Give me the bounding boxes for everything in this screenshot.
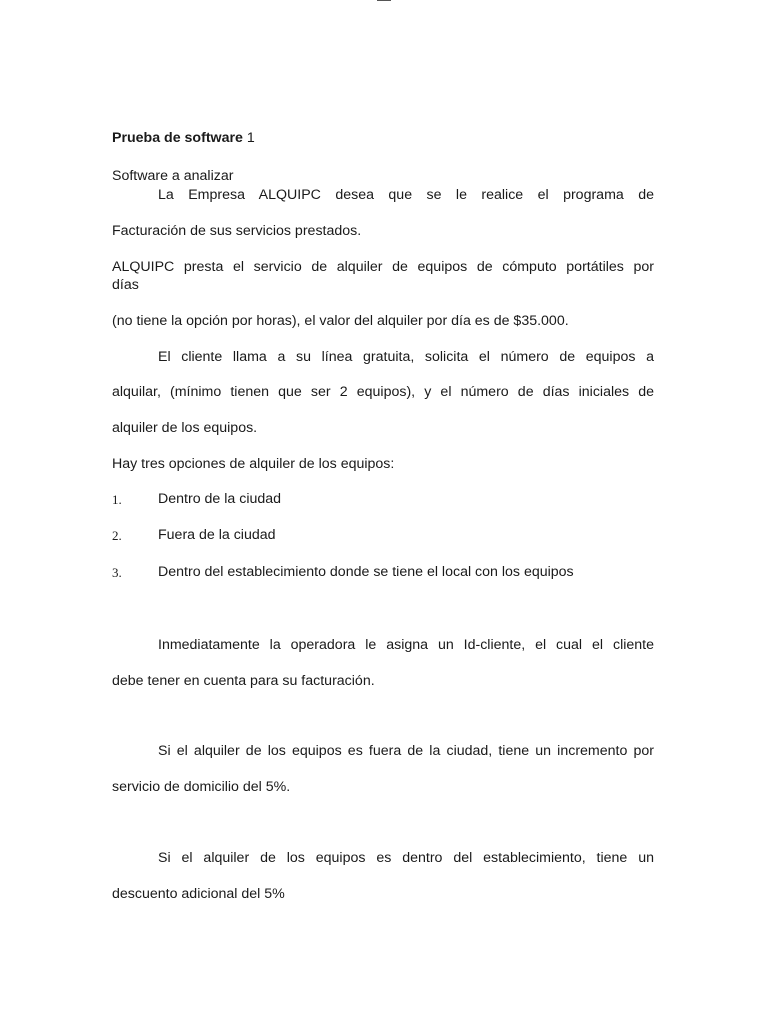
paragraph-6-line-1: Inmediatamente la operadora le asigna un Id-cliente, el cual el cliente [158, 637, 654, 653]
title-number: 1 [246, 130, 255, 146]
paragraph-4-line-1: El cliente llama a su línea gratuita, solicita el número de equipos a [158, 349, 654, 365]
paragraph-2-line-1: ALQUIPC presta el servicio de alquiler de equipos de cómputo portátiles por [112, 259, 654, 275]
document-title [112, 130, 654, 147]
top-page-mark [377, 0, 391, 1]
list-item-text: Dentro del establecimiento donde se tiene el local con los equipos [158, 564, 574, 580]
paragraph-7-line-2: servicio de domicilio del 5%. [112, 779, 291, 795]
list-item-number: 2. [112, 528, 122, 543]
list-item-number: 1. [112, 492, 122, 507]
list-item-text: Dentro de la ciudad [158, 491, 282, 507]
paragraph-8-line-2: descuento adicional del 5% [112, 886, 285, 902]
paragraph-2-line-2: días [112, 277, 139, 293]
paragraph-7-line-1: Si el alquiler de los equipos es fuera de la ciudad, tiene un incremento por [158, 743, 654, 759]
paragraph-4-line-2: alquilar, (mínimo tienen que ser 2 equipos), y el número de días iniciales de [112, 384, 654, 400]
paragraph-4-line-3: alquiler de los equipos. [112, 420, 258, 436]
paragraph-5: Hay tres opciones de alquiler de los equipos: [112, 456, 395, 472]
title-bold-text: Prueba de software [112, 130, 243, 146]
list-item-number: 3. [112, 565, 122, 580]
subtitle: Software a analizar [112, 168, 234, 184]
list-item-text: Fuera de la ciudad [158, 527, 276, 543]
paragraph-3: (no tiene la opción por horas), el valor del alquiler por día es de $35.000. [112, 313, 569, 329]
paragraph-8-line-1: Si el alquiler de los equipos es dentro del establecimiento, tiene un [158, 850, 654, 866]
paragraph-1-line-2: Facturación de sus servicios prestados. [112, 223, 362, 239]
paragraph-1-line-1: La Empresa ALQUIPC desea que se le realice el programa de [158, 187, 654, 203]
paragraph-6-line-2: debe tener en cuenta para su facturación. [112, 673, 375, 689]
